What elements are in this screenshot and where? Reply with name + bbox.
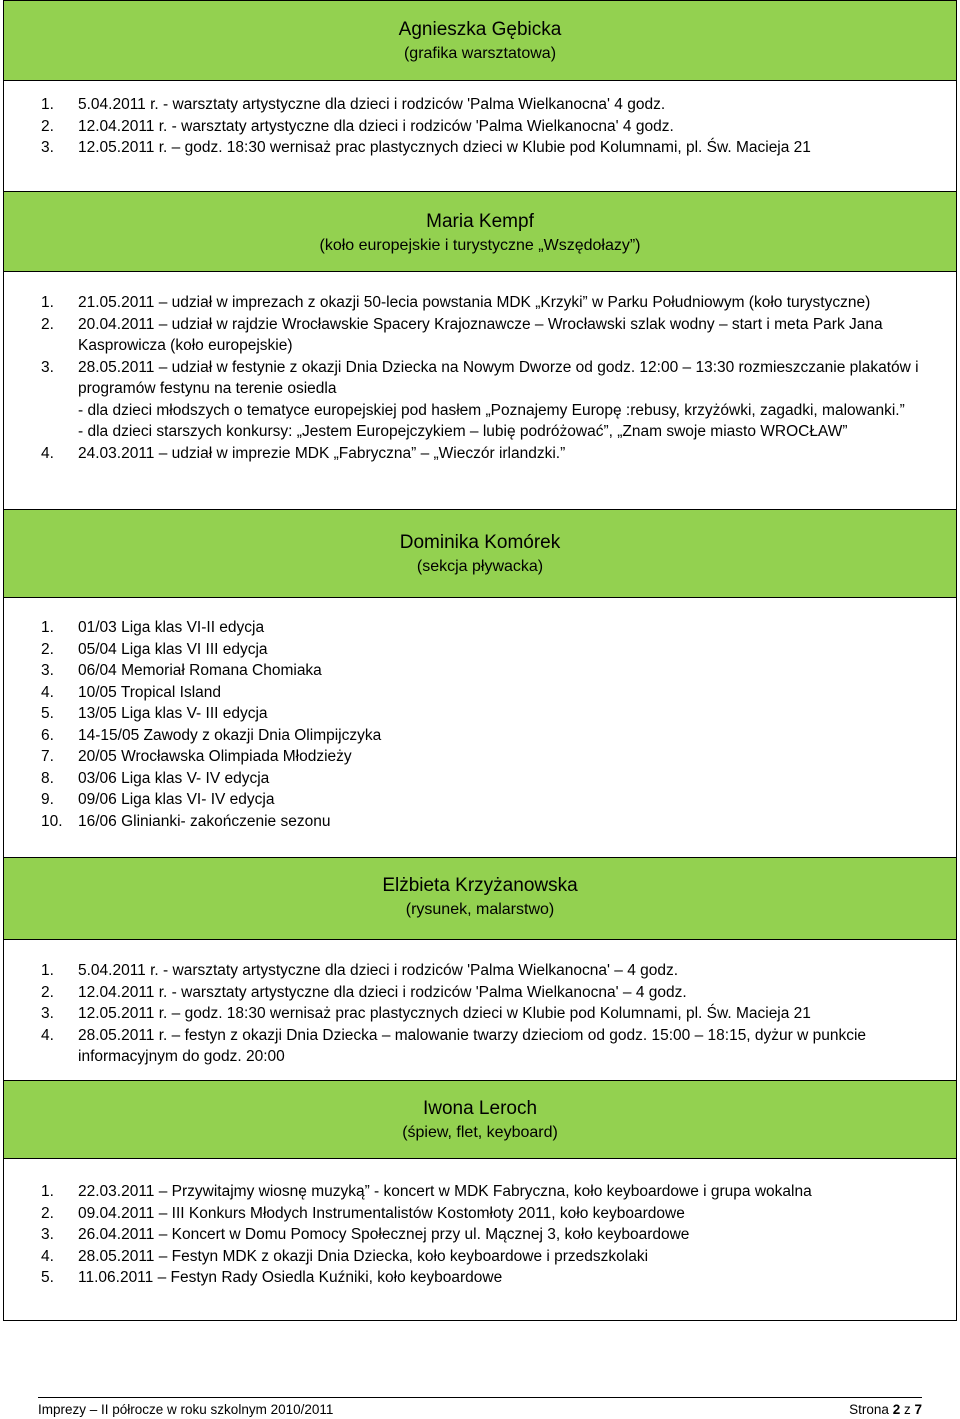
list-item: [4, 960, 956, 982]
list-item: [4, 137, 956, 159]
item-text: 5.04.2011 r. - warsztaty artystyczne dla dzieci i rodziców 'Palma Wielkanocna' – 4 godz.: [78, 962, 679, 979]
document: [3, 0, 957, 1321]
section-subtitle: (rysunek, malarstwo): [405, 901, 555, 918]
item-text: 05/04 Liga klas VI III edycja: [78, 640, 268, 658]
section-header: [4, 858, 956, 940]
section-header: [4, 510, 956, 598]
item-number: 2.: [41, 983, 54, 1001]
list-item: [4, 1224, 956, 1246]
list-item: [4, 660, 956, 682]
list-item: [4, 789, 956, 811]
item-number: 3.: [41, 662, 54, 679]
item-number: 2.: [41, 1204, 54, 1222]
list-item: [4, 982, 956, 1004]
item-number: 1.: [41, 1183, 54, 1200]
list-item: [4, 116, 956, 138]
list-item: [4, 1003, 956, 1025]
list-item: [4, 746, 956, 768]
list-item: [4, 682, 956, 704]
list-item: [4, 1181, 956, 1203]
section-elzbieta-krzyzanowska: [3, 858, 957, 1081]
section-name: Dominika Komórek: [399, 532, 561, 553]
item-text: 01/03 Liga klas VI-II edycja: [78, 619, 265, 636]
section-subtitle: (grafika warsztatowa): [403, 45, 557, 62]
list-item: [4, 357, 956, 443]
item-number: 2.: [41, 640, 54, 658]
section-name: Iwona Leroch: [422, 1098, 538, 1119]
page-number: [849, 1401, 922, 1419]
item-text: 09/06 Liga klas VI- IV edycja: [78, 791, 275, 808]
section-body: [4, 940, 956, 1080]
list-item: [4, 94, 956, 116]
item-text: 24.03.2011 – udział w imprezie MDK „Fabryczna” – „Wieczór irlandzki.”: [78, 444, 566, 462]
list-item: [4, 1203, 956, 1225]
item-subline: - dla dzieci starszych konkursy: „Jestem Europejczykiem – lubię podróżować”, „Znam swoje miasto WROCŁAW”: [78, 423, 848, 440]
footer-title: Imprezy – II półrocze w roku szkolnym 2010/2011: [38, 1402, 334, 1417]
item-text: 26.04.2011 – Koncert w Domu Pomocy Społecznej przy ul. Mącznej 3, koło keyboardowe: [78, 1226, 690, 1243]
page-total: 7: [914, 1402, 922, 1417]
page-current: 2: [892, 1402, 901, 1417]
section-header: [4, 192, 956, 272]
section-subtitle: (sekcja pływacka): [416, 558, 544, 575]
list-item: [4, 703, 956, 725]
item-number: 10.: [41, 812, 63, 830]
list-item: [4, 725, 956, 747]
item-number: 3.: [41, 139, 54, 156]
item-number: 4.: [41, 1247, 54, 1265]
list-item: [4, 292, 956, 314]
item-number: 1.: [41, 962, 54, 979]
item-number: 5.: [41, 1269, 54, 1286]
section-header: [4, 1, 956, 81]
event-list: [4, 292, 956, 464]
list-item: [4, 314, 956, 357]
item-number: 3.: [41, 358, 54, 376]
item-number: 5.: [41, 705, 54, 722]
section-subtitle: (koło europejskie i turystyczne „Wszędołazy”): [319, 237, 641, 254]
section-name: Maria Kempf: [426, 211, 534, 232]
item-text: 06/04 Memoriał Romana Chomiaka: [78, 662, 322, 679]
list-item: [4, 617, 956, 639]
item-text: 09.04.2011 – III Konkurs Młodych Instrumentalistów Kostomłoty 2011, koło keyboardowe: [78, 1204, 685, 1222]
section-body: [4, 81, 956, 191]
section-header: [4, 1081, 956, 1159]
item-number: 2.: [41, 315, 54, 333]
list-item: [4, 1025, 956, 1068]
item-text: 03/06 Liga klas V- IV edycja: [78, 769, 270, 787]
section-body: [4, 272, 956, 509]
section-subtitle: (śpiew, flet, keyboard): [402, 1124, 558, 1141]
item-number: 1.: [41, 96, 54, 113]
item-number: 8.: [41, 769, 54, 787]
item-text: 12.04.2011 r. - warsztaty artystyczne dla dzieci i rodziców 'Palma Wielkanocna' 4 godz.: [78, 117, 674, 135]
section-agnieszka-gebicka: [3, 0, 957, 192]
item-number: 4.: [41, 1026, 54, 1044]
event-list: [4, 960, 956, 1068]
section-maria-kempf: [3, 192, 957, 510]
event-list: [4, 94, 956, 159]
list-item: [4, 1267, 956, 1289]
item-text: 12.04.2011 r. - warsztaty artystyczne dla dzieci i rodziców 'Palma Wielkanocna' – 4 godz.: [78, 983, 687, 1001]
item-text: 14-15/05 Zawody z okazji Dnia Olimpijczyka: [78, 726, 382, 744]
list-item: [4, 768, 956, 790]
page-footer: [38, 1397, 922, 1419]
item-number: 7.: [41, 748, 54, 765]
section-dominika-komorek: [3, 510, 957, 858]
item-number: 1.: [41, 619, 54, 636]
section-name: Elżbieta Krzyżanowska: [382, 875, 578, 896]
list-item: [4, 443, 956, 465]
item-text: 22.03.2011 – Przywitajmy wiosnę muzyką” - koncert w MDK Fabryczna, koło keyboardowe i grupa wokalna: [78, 1183, 812, 1200]
item-number: 6.: [41, 726, 54, 744]
item-number: 1.: [41, 294, 54, 311]
item-number: 3.: [41, 1005, 54, 1022]
item-number: 2.: [41, 117, 54, 135]
section-name: Agnieszka Gębicka: [398, 19, 562, 40]
item-text: 12.05.2011 r. – godz. 18:30 wernisaż prac plastycznych dzieci w Klubie pod Kolumnami, pl. Św. Macieja 21: [78, 1005, 811, 1022]
section-body: [4, 1159, 956, 1320]
item-text: 28.05.2011 r. – festyn z okazji Dnia Dziecka – malowanie twarzy dzieciom od godz. 15:00 – 18:15, dyżur w punkcie informacyjnym do godz. 20:00: [78, 1026, 867, 1065]
item-text: 12.05.2011 r. – godz. 18:30 wernisaż prac plastycznych dzieci w Klubie pod Kolumnami, pl. Św. Macieja 21: [78, 139, 811, 156]
page-prefix: Strona: [849, 1402, 889, 1417]
section-iwona-leroch: [3, 1081, 957, 1321]
list-item: [4, 811, 956, 833]
item-text: 20/05 Wrocławska Olimpiada Młodzieży: [78, 748, 352, 765]
item-number: 4.: [41, 683, 54, 701]
item-text: 13/05 Liga klas V- III edycja: [78, 705, 268, 722]
item-text: 20.04.2011 – udział w rajdzie Wrocławskie Spacery Krajoznawcze – Wrocławski szlak wodny – start i meta Park Jana Kasprowicza (koło europejskie): [78, 315, 883, 354]
item-number: 9.: [41, 791, 54, 808]
event-list: [4, 1181, 956, 1289]
item-text: 21.05.2011 – udział w imprezach z okazji 50-lecia powstania MDK „Krzyki” w Parku Południowym (koło turystyczne): [78, 294, 871, 311]
item-text: 11.06.2011 – Festyn Rady Osiedla Kuźniki, koło keyboardowe: [78, 1269, 503, 1286]
page-of: z: [903, 1402, 911, 1417]
item-number: 3.: [41, 1226, 54, 1243]
item-text: 28.05.2011 – udział w festynie z okazji Dnia Dziecka na Nowym Dworze od godz. 12:00 – 13:30 rozmieszczanie plakatów i programów festynu na terenie osiedla: [78, 358, 919, 397]
event-list: [4, 617, 956, 832]
list-item: [4, 1246, 956, 1268]
item-text: 28.05.2011 – Festyn MDK z okazji Dnia Dziecka, koło keyboardowe i przedszkolaki: [78, 1247, 649, 1265]
item-text: 16/06 Glinianki- zakończenie sezonu: [78, 812, 331, 830]
item-text: 5.04.2011 r. - warsztaty artystyczne dla dzieci i rodziców 'Palma Wielkanocna' 4 godz.: [78, 96, 666, 113]
item-subline: - dla dzieci młodszych o tematyce europejskiej pod hasłem „Poznajemy Europę :rebusy, krzyżówki, zagadki, malowanki.”: [78, 401, 905, 419]
item-number: 4.: [41, 444, 54, 462]
section-body: [4, 598, 956, 857]
item-text: 10/05 Tropical Island: [78, 683, 222, 701]
list-item: [4, 639, 956, 661]
